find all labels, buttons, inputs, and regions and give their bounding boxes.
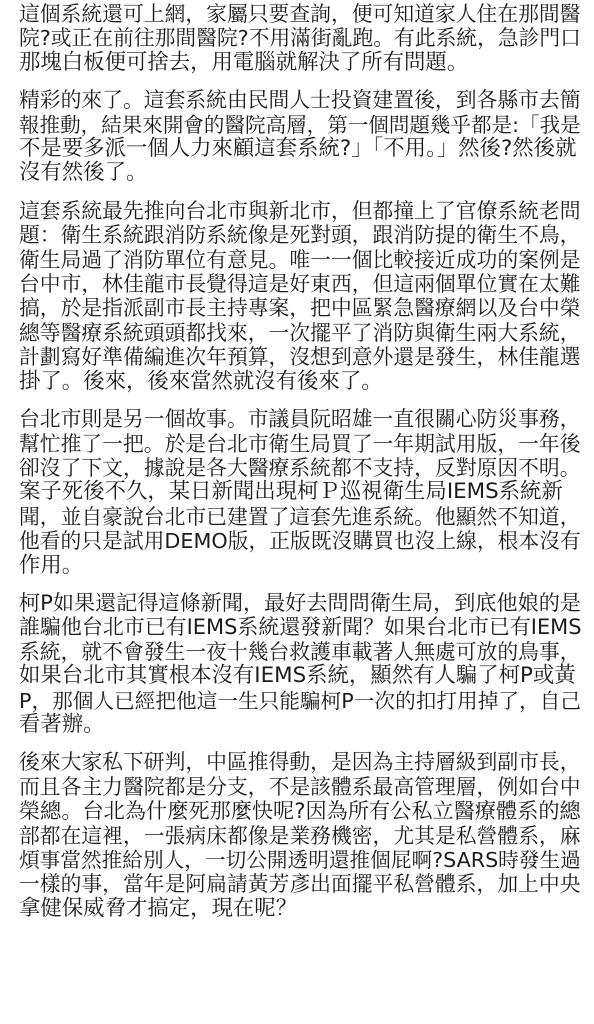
text-line: 他看的只是試用DEMO版，正版既沒購買也沒上線，根本沒有 xyxy=(19,529,581,554)
paragraph xyxy=(19,750,584,921)
text-line: 誰騙他台北市已有IEMS系統還發新聞？如果台北市已有IEMS xyxy=(19,615,582,640)
text-line: 煩事當然推給別人，一切公開透明還推個屁啊?SARS時發生過 xyxy=(19,848,581,872)
text-line: 搞，於是指派副市長主持專案，把中區緊急醫療網以及台中榮 xyxy=(19,296,581,321)
text-line: 台北市則是另一個故事。市議員阮昭雄一直很關心防災事務， xyxy=(19,407,581,432)
paragraph xyxy=(19,407,584,578)
text-line: 幫忙推了一把。於是台北市衛生局買了一年期試用版，一年後 xyxy=(19,431,581,456)
text-line: 卻沒了下文，據說是各大醫療系統都不支持，反對原因不明。 xyxy=(19,455,581,480)
text-line: 作用。 xyxy=(19,552,84,578)
text-line: 這個系統還可上網，家屬只要查詢，便可知道家人住在那間醫 xyxy=(19,2,581,26)
paragraph xyxy=(19,591,584,737)
text-line: 拿健保威脅才搞定，現在呢？ xyxy=(19,895,298,921)
text-line: 柯P如果還記得這條新聞，最好去問問衛生局，到底他娘的是 xyxy=(19,589,581,615)
text-line: 沒有然後了。 xyxy=(19,160,148,186)
text-line: 後來大家私下研判，中區推得動，是因為主持層級到副市長， xyxy=(19,750,581,775)
text-line: 案子死後不久，某日新聞出現柯Ｐ巡視衛生局IEMS系統新 xyxy=(19,479,563,505)
text-line: 而且各主力醫院都是分支，不是該體系最高管理層，例如台中 xyxy=(19,774,581,799)
text-line: 衛生局過了消防單位有意見。唯一一個比較接近成功的案例是 xyxy=(19,247,581,272)
text-line: 榮總。台北為什麼死那麼快呢?因為所有公私立醫療體系的總 xyxy=(19,798,581,824)
text-line: 不是要多派一個人力來顧這套系統?」「不用。」然後?然後就 xyxy=(19,136,577,162)
paragraph xyxy=(19,2,584,75)
text-line: 系統，就不會發生一夜十幾台救護車載著人無處可放的鳥事， xyxy=(19,639,581,664)
paragraph xyxy=(19,199,584,394)
text-line: 這套系統最先推向台北市與新北市，但都撞上了官僚系統老問 xyxy=(19,198,581,223)
paragraph xyxy=(19,88,584,186)
text-line: 報推動，結果來開會的醫院高層，第一個問題幾乎都是:「我是 xyxy=(19,112,581,137)
post-body xyxy=(19,2,584,934)
text-line: 一樣的事，當年是阿扁請黃芳彥出面擺平私營體系，加上中央 xyxy=(19,872,581,897)
text-line: 掛了。後來，後來當然就沒有後來了。 xyxy=(19,368,383,394)
text-line: 台中市，林佳龍市長覺得這是好東西，但這兩個單位實在太難 xyxy=(19,272,581,297)
text-line: 精彩的來了。這套系統由民間人士投資建置後，到各縣市去簡 xyxy=(19,88,581,113)
text-line: 那塊白板便可捨去，用電腦就解決了所有問題。 xyxy=(19,49,469,75)
text-line: 題：衛生系統跟消防系統像是死對頭，跟消防提的衛生不鳥， xyxy=(19,223,581,248)
text-line: 看著辦。 xyxy=(19,711,105,737)
text-line: 總等醫療系統頭頭都找來，一次擺平了消防與衛生兩大系統， xyxy=(19,320,581,345)
text-line: 聞，並自豪說台北市已建置了這套先進系統。他顯然不知道， xyxy=(19,504,581,529)
text-line: P，那個人已經把他這一生只能騙柯P一次的扣打用掉了，自己 xyxy=(19,688,581,713)
text-line: 部都在這裡，一張病床都像是業務機密，尤其是私營體系，麻 xyxy=(19,823,581,848)
text-line: 計劃寫好準備編進次年預算，沒想到意外還是發生，林佳龍選 xyxy=(19,345,581,370)
text-line: 院?或正在前往那間醫院?不用滿街亂跑。有此系統，急診門口 xyxy=(19,26,581,51)
text-line: 如果台北市其實根本沒有IEMS系統，顯然有人騙了柯P或黃 xyxy=(19,663,576,689)
